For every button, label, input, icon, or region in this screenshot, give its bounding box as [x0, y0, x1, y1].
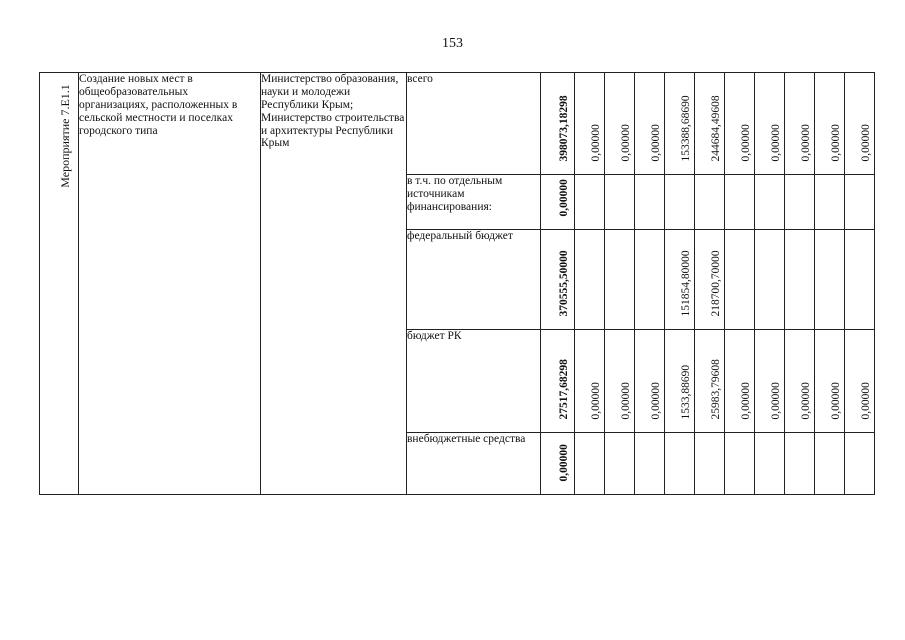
year-value-cell: [845, 330, 875, 433]
year-value-cell: [605, 175, 635, 230]
year-value-cell: [635, 175, 665, 230]
year-value-cell: [575, 175, 605, 230]
year-value-cell: [605, 433, 635, 495]
year-value-cell: [815, 330, 845, 433]
year-value-cell: [695, 433, 725, 495]
year-value-cell: [845, 230, 875, 330]
total-cell: [541, 175, 575, 230]
year-value: 0,00000: [859, 124, 872, 162]
total-cell: [541, 73, 575, 175]
year-value-cell: [665, 433, 695, 495]
year-value-cell: [575, 230, 605, 330]
year-value: 0,00000: [829, 124, 842, 162]
financing-table: [39, 72, 875, 495]
year-value-cell: [785, 175, 815, 230]
year-value-cell: [785, 73, 815, 175]
year-value-cell: [635, 230, 665, 330]
year-value-cell: [695, 230, 725, 330]
year-value: 0,00000: [739, 124, 752, 162]
year-value-cell: [815, 433, 845, 495]
year-value-cell: [635, 433, 665, 495]
year-value-cell: [665, 73, 695, 175]
table-row: [40, 73, 875, 175]
year-value: 0,00000: [769, 124, 782, 162]
year-value-cell: [575, 73, 605, 175]
year-value-cell: [635, 73, 665, 175]
year-value-cell: [815, 73, 845, 175]
funding-source: федеральный бюджет: [407, 230, 541, 330]
year-value: 153388,68690: [679, 95, 692, 162]
total-value: 398073,18298: [557, 95, 570, 162]
year-value-cell: [725, 433, 755, 495]
year-value-cell: [725, 330, 755, 433]
funding-source: в т.ч. по отдельным источникам финансирования:: [407, 175, 541, 230]
funding-source: всего: [407, 73, 541, 175]
year-value: 25983,79608: [709, 359, 722, 420]
year-value-cell: [605, 330, 635, 433]
page-number: 153: [442, 36, 463, 51]
year-value-cell: [695, 73, 725, 175]
year-value-cell: [755, 330, 785, 433]
year-value: 151854,80000: [679, 250, 692, 317]
year-value-cell: [785, 433, 815, 495]
year-value: 0,00000: [649, 124, 662, 162]
year-value-cell: [575, 330, 605, 433]
year-value-cell: [575, 433, 605, 495]
total-cell: [541, 433, 575, 495]
measure-code: Мероприятие 7.E1.1: [58, 83, 72, 188]
year-value: 218700,70000: [709, 250, 722, 317]
year-value-cell: [755, 73, 785, 175]
year-value-cell: [665, 230, 695, 330]
year-value-cell: [755, 433, 785, 495]
year-value-cell: [665, 330, 695, 433]
year-value-cell: [605, 230, 635, 330]
year-value-cell: [785, 330, 815, 433]
total-value: 27517,68298: [557, 359, 570, 420]
year-value-cell: [785, 230, 815, 330]
year-value-cell: [755, 175, 785, 230]
year-value: 0,00000: [619, 124, 632, 162]
year-value: 0,00000: [739, 382, 752, 420]
year-value-cell: [815, 175, 845, 230]
year-value-cell: [725, 230, 755, 330]
year-value-cell: [755, 230, 785, 330]
financing-table-body: [40, 73, 875, 495]
funding-source: внебюджетные средства: [407, 433, 541, 495]
year-value: 0,00000: [589, 124, 602, 162]
year-value-cell: [815, 230, 845, 330]
total-value: 0,00000: [557, 179, 570, 217]
year-value-cell: [845, 175, 875, 230]
year-value-cell: [725, 73, 755, 175]
year-value-cell: [695, 175, 725, 230]
year-value: 0,00000: [619, 382, 632, 420]
year-value: 0,00000: [829, 382, 842, 420]
year-value: 1533,88690: [679, 364, 692, 420]
year-value-cell: [635, 330, 665, 433]
year-value: 0,00000: [649, 382, 662, 420]
measure-executor: Министерство образования, науки и молодежи Республики Крым; Министерство строительства и архитектуры Республики Крым: [261, 73, 407, 495]
year-value: 0,00000: [589, 382, 602, 420]
year-value-cell: [845, 433, 875, 495]
year-value: 244684,49608: [709, 95, 722, 162]
year-value: 0,00000: [799, 124, 812, 162]
year-value-cell: [695, 330, 725, 433]
measure-code-cell: [40, 73, 79, 495]
year-value-cell: [665, 175, 695, 230]
funding-source: бюджет РК: [407, 330, 541, 433]
measure-name: Создание новых мест в общеобразовательных организациях, расположенных в сельской местности и поселках городского типа: [79, 73, 261, 495]
total-cell: [541, 330, 575, 433]
year-value-cell: [605, 73, 635, 175]
total-value: 370555,50000: [557, 250, 570, 317]
year-value: 0,00000: [859, 382, 872, 420]
total-value: 0,00000: [557, 444, 570, 482]
year-value-cell: [845, 73, 875, 175]
total-cell: [541, 230, 575, 330]
year-value-cell: [725, 175, 755, 230]
year-value: 0,00000: [799, 382, 812, 420]
year-value: 0,00000: [769, 382, 782, 420]
